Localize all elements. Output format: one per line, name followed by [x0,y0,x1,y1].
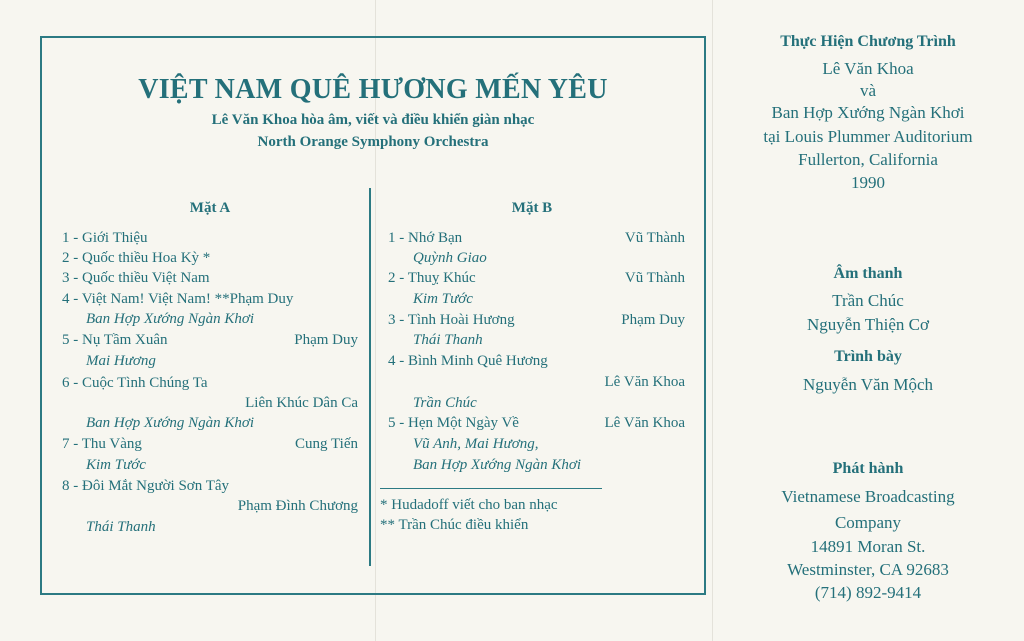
credit-line: Trần Chúc [832,291,904,310]
album-title: VIỆT NAM QUÊ HƯƠNG MẾN YÊU [138,74,608,105]
side-b-composer: Vũ Thành [624,230,685,246]
side-a-composer: Liên Khúc Dân Ca [245,395,358,411]
side-b-track: 1 - Nhớ Bạn [388,230,463,246]
credit-line: Vietnamese Broadcasting [781,487,955,506]
side-b-composer: Vũ Thành [624,270,685,286]
side-divider [369,188,371,566]
side-a-performer: Mai Hương [86,353,156,369]
side-a-composer: Cung Tiến [295,436,358,452]
side-a-heading: Mặt A [189,200,231,216]
sound-heading: Âm thanh [833,265,903,282]
side-b-composer: Lê Văn Khoa [604,374,685,390]
credit-line: Ban Hợp Xướng Ngàn Khơi [771,103,965,122]
credit-line: Westminster, CA 92683 [787,560,949,579]
side-a-performer: Kim Tước [86,457,146,473]
side-a-track: 4 - Việt Nam! Việt Nam! **Phạm Duy [62,291,294,307]
side-b-track: 2 - Thuỵ Khúc [388,270,476,286]
design-heading: Trình bày [834,348,902,365]
side-a-composer: Phạm Duy [294,332,358,348]
side-a-track: 6 - Cuộc Tình Chúng Ta [62,375,208,391]
credit-line: Fullerton, California [798,150,938,169]
side-a-performer: Ban Hợp Xướng Ngàn Khơi [86,415,255,431]
side-b-track: 4 - Bình Minh Quê Hương [388,353,548,369]
side-a-track: 5 - Nụ Tầm Xuân [62,332,168,348]
credit-line: Lê Văn Khoa [822,59,914,78]
distribution-heading: Phát hành [832,460,904,477]
notes-rule [380,488,602,489]
side-b-performer: Quỳnh Giao [413,250,487,266]
side-a-track: 2 - Quốc thiều Hoa Kỳ * [62,250,211,266]
side-a-composer: Phạm Đình Chương [237,498,358,514]
credit-line: Nguyễn Thiện Cơ [807,315,929,334]
side-b-performer: Vũ Anh, Mai Hương, [413,436,539,452]
side-a-track: 7 - Thu Vàng [62,436,142,452]
side-a-track: 1 - Giới Thiệu [62,230,148,246]
side-b-performer: Ban Hợp Xướng Ngàn Khơi [413,457,582,473]
credit-line: 14891 Moran St. [810,537,926,556]
side-a-performer: Ban Hợp Xướng Ngàn Khơi [86,311,255,327]
side-b-composer: Lê Văn Khoa [604,415,685,431]
production-heading: Thực Hiện Chương Trình [780,33,956,50]
side-a-track: 3 - Quốc thiều Việt Nam [62,270,210,286]
orchestra-name: North Orange Symphony Orchestra [257,134,489,150]
side-b-performer: Kim Tước [413,291,473,307]
side-a-track: 8 - Đôi Mắt Người Sơn Tây [62,478,230,494]
side-a-performer: Thái Thanh [86,519,156,535]
side-b-track: 5 - Hẹn Một Ngày Về [388,415,519,431]
side-b-track: 3 - Tình Hoài Hương [388,312,515,328]
credit-line: và [859,81,877,100]
side-b-performer: Trần Chúc [413,395,477,411]
credit-line: Nguyễn Văn Mộch [803,375,933,394]
album-subtitle: Lê Văn Khoa hòa âm, viết và điều khiển giàn nhạc [211,112,535,128]
credit-line: Company [834,513,902,532]
credit-line: 1990 [851,173,885,192]
side-b-composer: Phạm Duy [621,312,685,328]
credit-line: tại Louis Plummer Auditorium [763,127,973,146]
side-b-heading: Mặt B [511,200,553,216]
side-b-performer: Thái Thanh [413,332,483,348]
credit-line: (714) 892-9414 [814,583,922,602]
footnote: ** Trần Chúc điều khiển [380,517,529,533]
footnote: * Hudadoff viết cho ban nhạc [380,497,558,513]
